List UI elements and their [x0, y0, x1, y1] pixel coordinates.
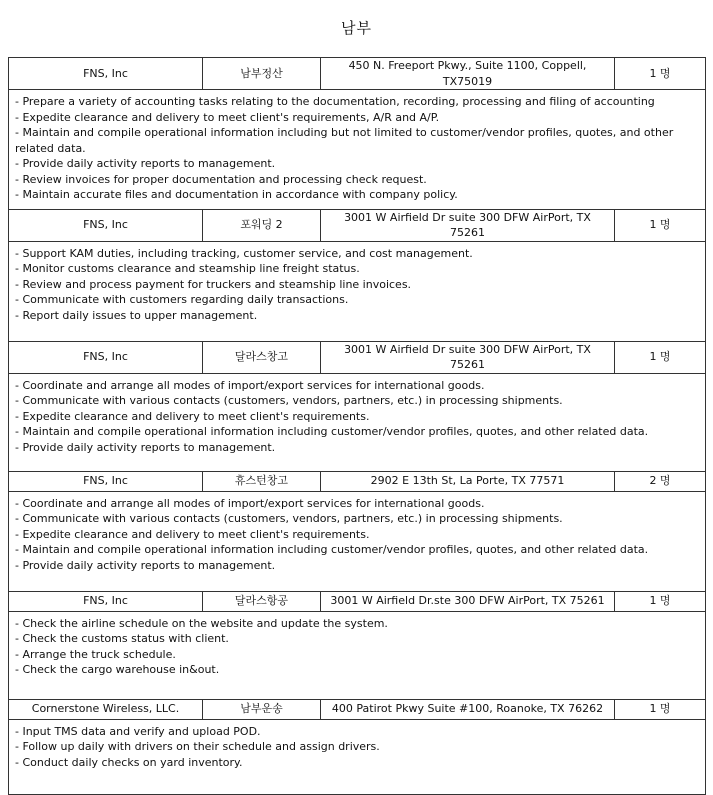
job-duties-row	[9, 491, 706, 591]
department-name: 남부정산	[203, 58, 321, 90]
job-table-body	[9, 58, 706, 795]
office-address: 3001 W Airfield Dr.ste 300 DFW AirPort, TX 75261	[321, 591, 615, 611]
company-name: FNS, Inc	[9, 58, 203, 90]
job-duties-row	[9, 90, 706, 210]
duty-item: - Check the cargo warehouse in&out.	[15, 663, 220, 676]
job-header-row	[9, 471, 706, 491]
job-duties-row	[9, 373, 706, 471]
department-name: 남부운송	[203, 699, 321, 719]
headcount: 1 명	[615, 341, 706, 373]
headcount: 1 명	[615, 591, 706, 611]
duty-item: - Maintain and compile operational information including but not limited to customer/vendor profiles, quotes, and other related data.	[15, 126, 674, 155]
duty-item: - Expedite clearance and delivery to meet client's requirements, A/R and A/P.	[15, 110, 440, 124]
department-name: 휴스턴창고	[203, 471, 321, 491]
company-name: FNS, Inc	[9, 471, 203, 491]
headcount: 1 명	[615, 699, 706, 719]
headcount: 1 명	[615, 58, 706, 90]
duty-item: - Expedite clearance and delivery to meet client's requirements.	[15, 527, 370, 541]
department-name: 포워딩 2	[203, 209, 321, 241]
headcount: 1 명	[615, 209, 706, 241]
job-duties-row	[9, 719, 706, 794]
duty-item: - Review invoices for proper documentation and processing check request.	[15, 172, 427, 186]
duties-list	[9, 611, 706, 699]
duty-item: - Coordinate and arrange all modes of import/export services for international goods.	[15, 378, 485, 392]
department-name: 달라스항공	[203, 591, 321, 611]
duties-list	[9, 241, 706, 341]
job-header-row	[9, 699, 706, 719]
job-duties-row	[9, 611, 706, 699]
duty-item: - Communicate with various contacts (customers, vendors, partners, etc.) in processing shipments.	[15, 512, 563, 525]
company-name: FNS, Inc	[9, 341, 203, 373]
duty-item: - Monitor customs clearance and steamship line freight status.	[15, 262, 360, 275]
duty-item: - Communicate with various contacts (customers, vendors, partners, etc.) in processing shipments.	[15, 394, 563, 407]
company-name: Cornerstone Wireless, LLC.	[9, 699, 203, 719]
duty-item: - Check the airline schedule on the website and update the system.	[15, 616, 388, 630]
duty-item: - Maintain and compile operational information including customer/vendor profiles, quotes, and other related data.	[15, 425, 649, 438]
duty-item: - Arrange the truck schedule.	[15, 647, 176, 661]
job-duties-row	[9, 241, 706, 341]
duty-item: - Conduct daily checks on yard inventory.	[15, 755, 243, 769]
office-address: 3001 W Airfield Dr suite 300 DFW AirPort, TX 75261	[321, 209, 615, 241]
job-header-row	[9, 591, 706, 611]
duty-item: - Maintain and compile operational information including customer/vendor profiles, quotes, and other related data.	[15, 543, 649, 556]
duty-item: - Follow up daily with drivers on their schedule and assign drivers.	[15, 740, 380, 753]
duty-item: - Check the customs status with client.	[15, 632, 229, 645]
duty-item: - Maintain accurate files and documentation in accordance with company policy.	[15, 188, 458, 201]
company-name: FNS, Inc	[9, 591, 203, 611]
duties-list	[9, 719, 706, 794]
company-name: FNS, Inc	[9, 209, 203, 241]
duties-list	[9, 90, 706, 210]
job-header-row	[9, 209, 706, 241]
job-header-row	[9, 341, 706, 373]
office-address: 450 N. Freeport Pkwy., Suite 1100, Coppell, TX75019	[321, 58, 615, 90]
headcount: 2 명	[615, 471, 706, 491]
office-address: 2902 E 13th St, La Porte, TX 77571	[321, 471, 615, 491]
duty-item: - Report daily issues to upper management.	[15, 308, 258, 322]
duty-item: - Provide daily activity reports to management.	[15, 440, 276, 454]
job-table	[8, 57, 706, 795]
duty-item: - Coordinate and arrange all modes of import/export services for international goods.	[15, 496, 485, 510]
duty-item: - Communicate with customers regarding daily transactions.	[15, 293, 349, 306]
department-name: 달라스창고	[203, 341, 321, 373]
duty-item: - Review and process payment for truckers and steamship line invoices.	[15, 277, 412, 291]
duty-item: - Expedite clearance and delivery to meet client's requirements.	[15, 409, 370, 423]
duty-item: - Support KAM duties, including tracking, customer service, and cost management.	[15, 246, 473, 260]
duty-item: - Prepare a variety of accounting tasks relating to the documentation, recording, processing and filing of accounting	[15, 95, 655, 108]
duty-item: - Input TMS data and verify and upload POD.	[15, 724, 261, 738]
duty-item: - Provide daily activity reports to management.	[15, 157, 276, 170]
office-address: 400 Patirot Pkwy Suite #100, Roanoke, TX 76262	[321, 699, 615, 719]
job-header-row	[9, 58, 706, 90]
duties-list	[9, 491, 706, 591]
duty-item: - Provide daily activity reports to management.	[15, 558, 276, 572]
office-address: 3001 W Airfield Dr suite 300 DFW AirPort, TX 75261	[321, 341, 615, 373]
page-title: 남부	[341, 19, 372, 37]
duties-list	[9, 373, 706, 471]
